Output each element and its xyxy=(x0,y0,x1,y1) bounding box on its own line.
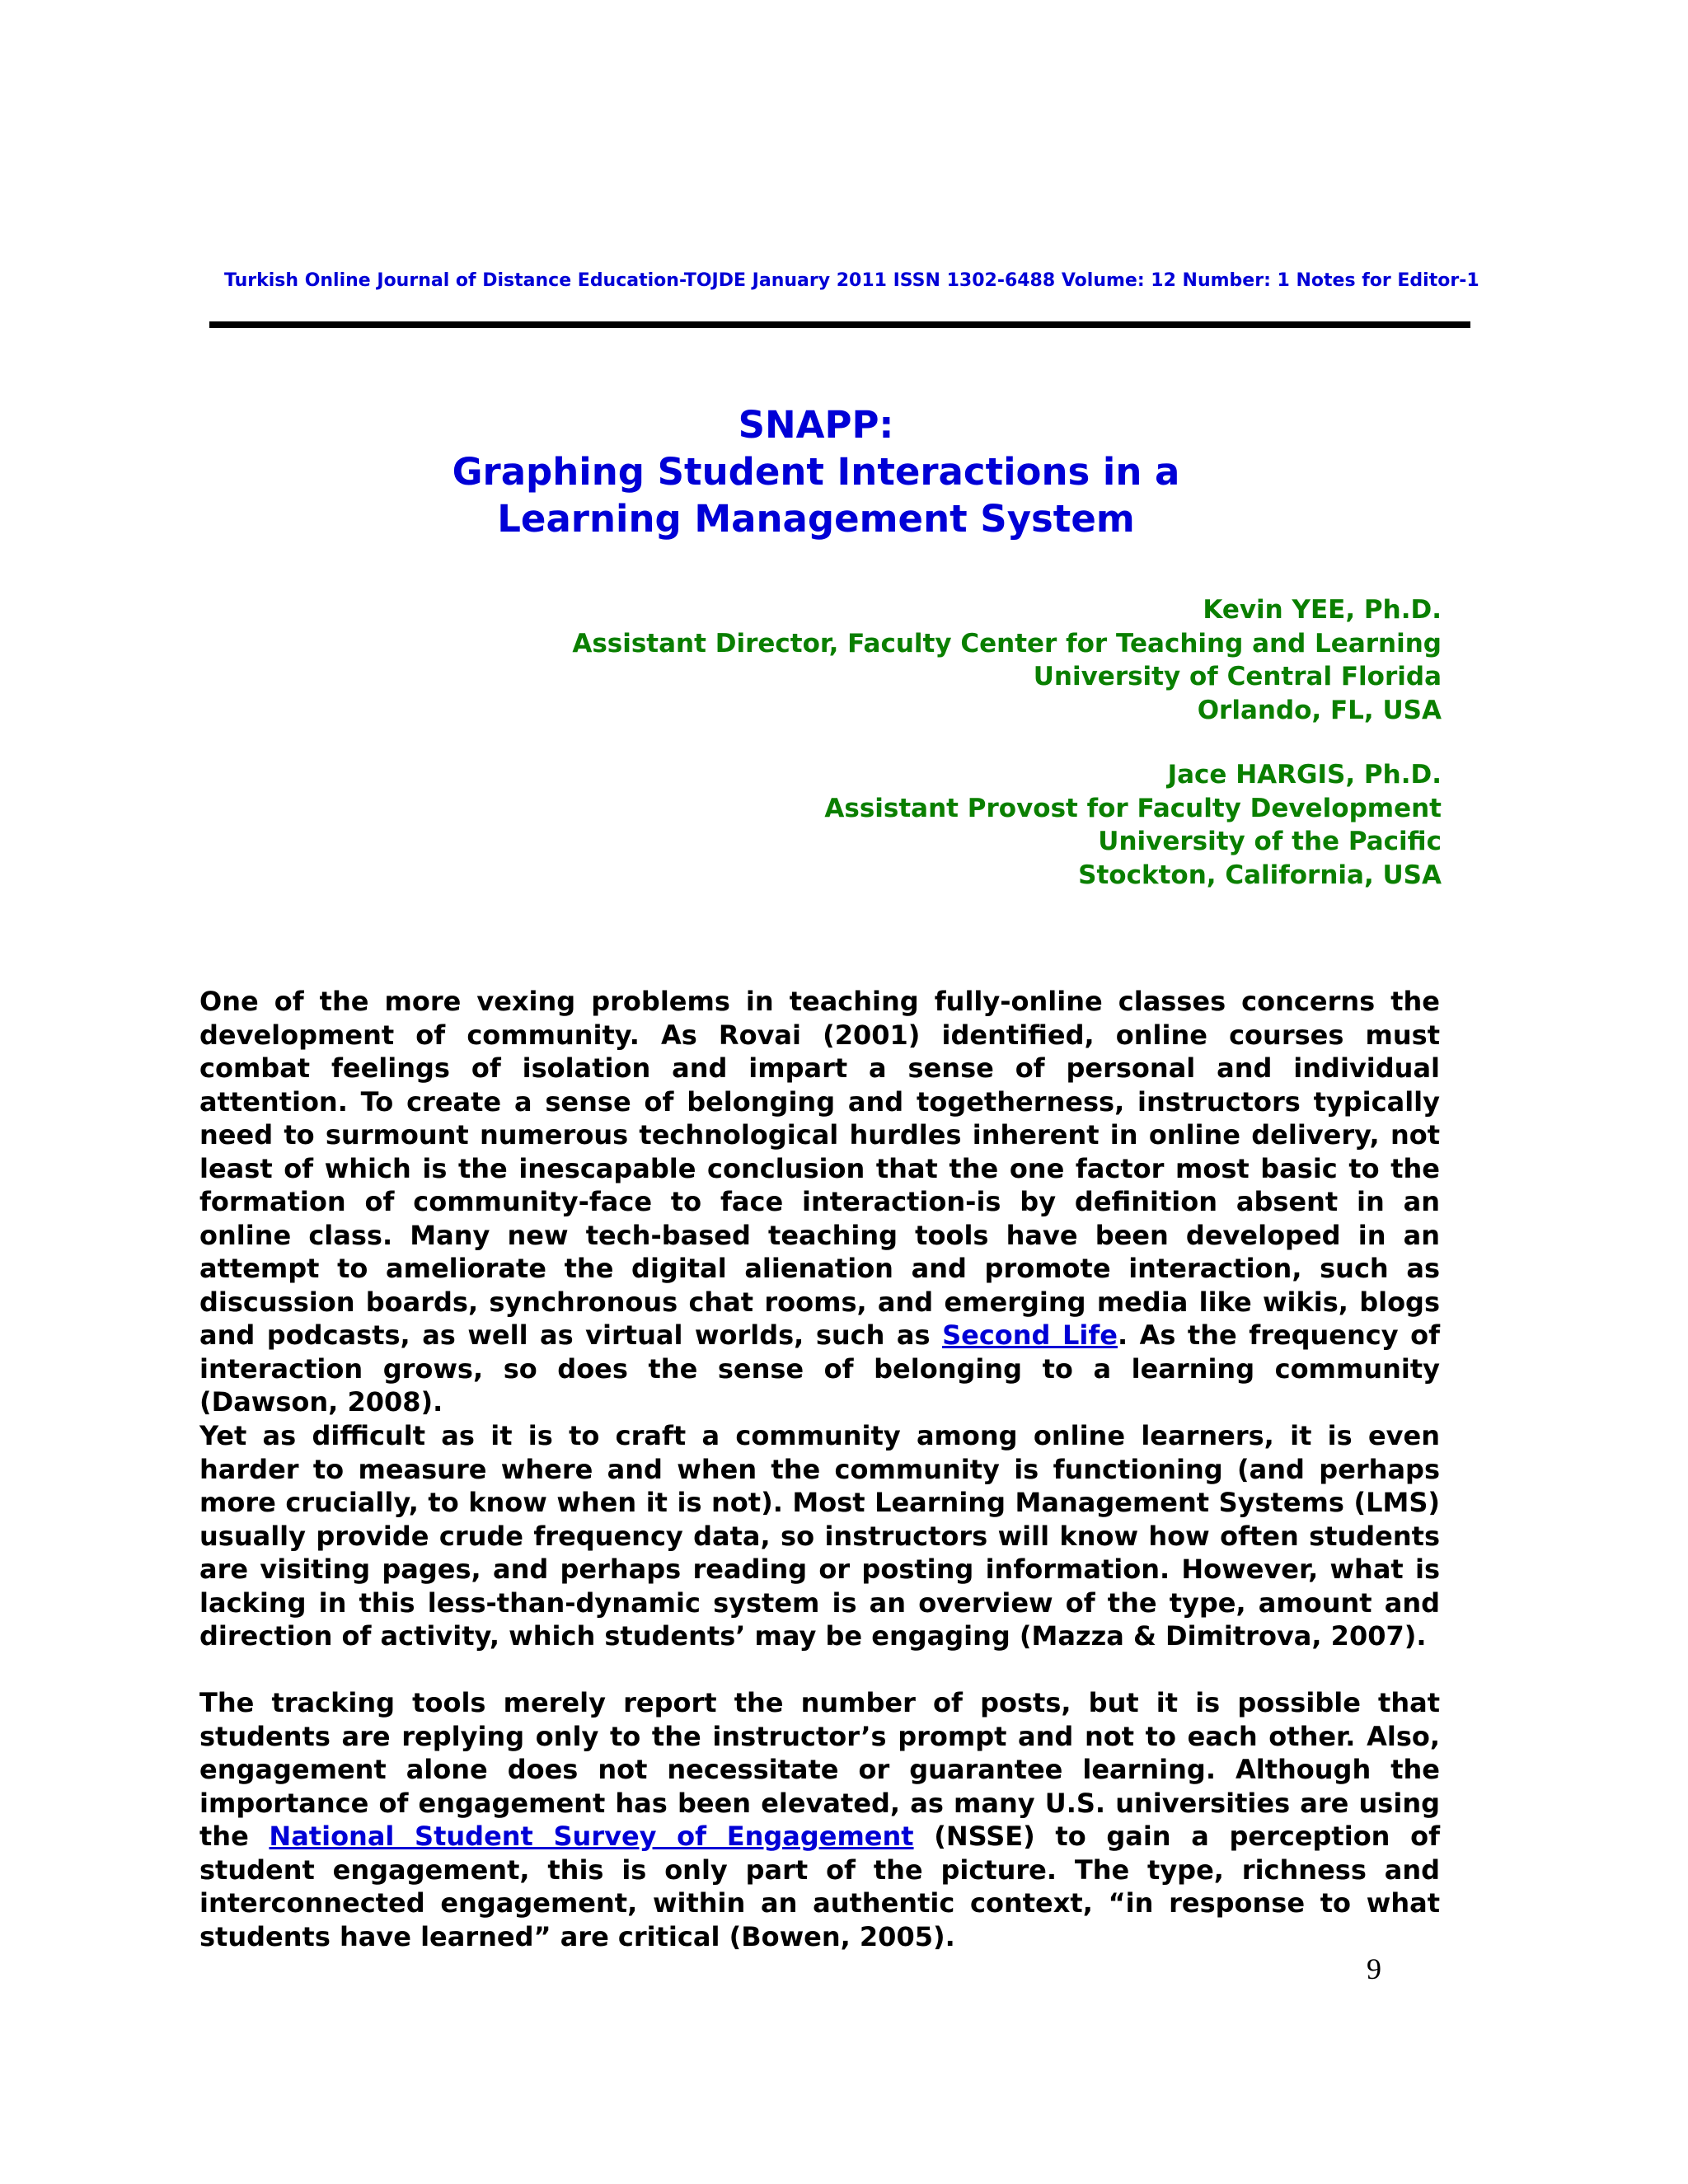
second-life-link[interactable]: Second Life xyxy=(942,1319,1118,1351)
para3-text: The tracking tools merely report the number of posts, but it is possible that students are replying only to the instructor’s prompt and not to each other. Also, engagement alone does not necessitate or guarantee learning. Although the importance of engagement has been elevated, as many U.S. universities are using the xyxy=(199,1687,1440,1852)
author-location: Stockton, California, USA xyxy=(1078,860,1442,890)
author-location: Orlando, FL, USA xyxy=(1197,695,1442,725)
body-paragraph-3 xyxy=(199,1686,1440,1953)
body-paragraph-2: Yet as difficult as it is to craft a community among online learners, it is even harder to measure where and when the community is functioning (and perhaps more crucially, to know when it is not). Most Learning Management Systems (LMS) usually provide crude frequency data, so instructors will know how often students are visiting pages, and perhaps reading or posting information. However, what is lacking in this less-than-dynamic system is an overview of the type, amount and direction of activity, which students’ may be engaging (Mazza & Dimitrova, 2007). xyxy=(199,1420,1440,1652)
para1-text: One of the more vexing problems in teaching fully-online classes concerns the development of community. As Rovai (2001) identified, online courses must combat feelings of isolation and impart a sense of personal and individual attention. To create a sense of belonging and togetherness, instructors typically need to surmount numerous technological hurdles inherent in online delivery, not least of which is the inescapable conclusion that the one factor most basic to the formation of community-face to face interaction-is by definition absent in an online class. Many new tech-based teaching tools have been developed in an attempt to ameliorate the digital alienation and promote interaction, such as discussion boards, synchronous chat rooms, and emerging media like wikis, blogs and podcasts, as well as virtual worlds, such as xyxy=(199,986,1440,1351)
author-name: Jace HARGIS, Ph.D. xyxy=(1167,760,1442,790)
author-institution: University of Central Florida xyxy=(1033,662,1442,691)
para3-text-end: (NSSE) to gain a perception of student engagement, this is only part of the picture. The type, richness and interconnected engagement, within an authentic context, “in response to what students have learned” are critical (Bowen, 2005). xyxy=(199,1821,1440,1952)
para1-text-end: . As the frequency of interaction grows, so does the sense of belonging to a learning community (Dawson, 2008). xyxy=(199,1319,1441,1418)
page-number: 9 xyxy=(1367,1952,1381,1985)
body-paragraph-1 xyxy=(199,985,1440,1419)
author-institution: University of the Pacific xyxy=(1098,827,1442,856)
author-name: Kevin YEE, Ph.D. xyxy=(1203,595,1442,625)
author-block-1 xyxy=(370,593,1442,727)
author-block-2 xyxy=(370,758,1442,892)
author-position: Assistant Director, Faculty Center for Teaching and Learning xyxy=(572,628,1442,658)
journal-header: Turkish Online Journal of Distance Education-TOJDE January 2011 ISSN 1302-6488 Volume: 12 Number: 1 Notes for Editor-1 xyxy=(224,270,1479,291)
title-line-3: Learning Management System xyxy=(497,497,1135,541)
nsse-link[interactable]: National Student Survey of Engagement xyxy=(269,1821,914,1852)
header-rule xyxy=(209,321,1470,328)
title-line-1: SNAPP: xyxy=(738,403,894,447)
author-position: Assistant Provost for Faculty Development xyxy=(824,793,1442,823)
title-line-2: Graphing Student Interactions in a xyxy=(452,450,1180,494)
article-title xyxy=(330,401,1302,542)
